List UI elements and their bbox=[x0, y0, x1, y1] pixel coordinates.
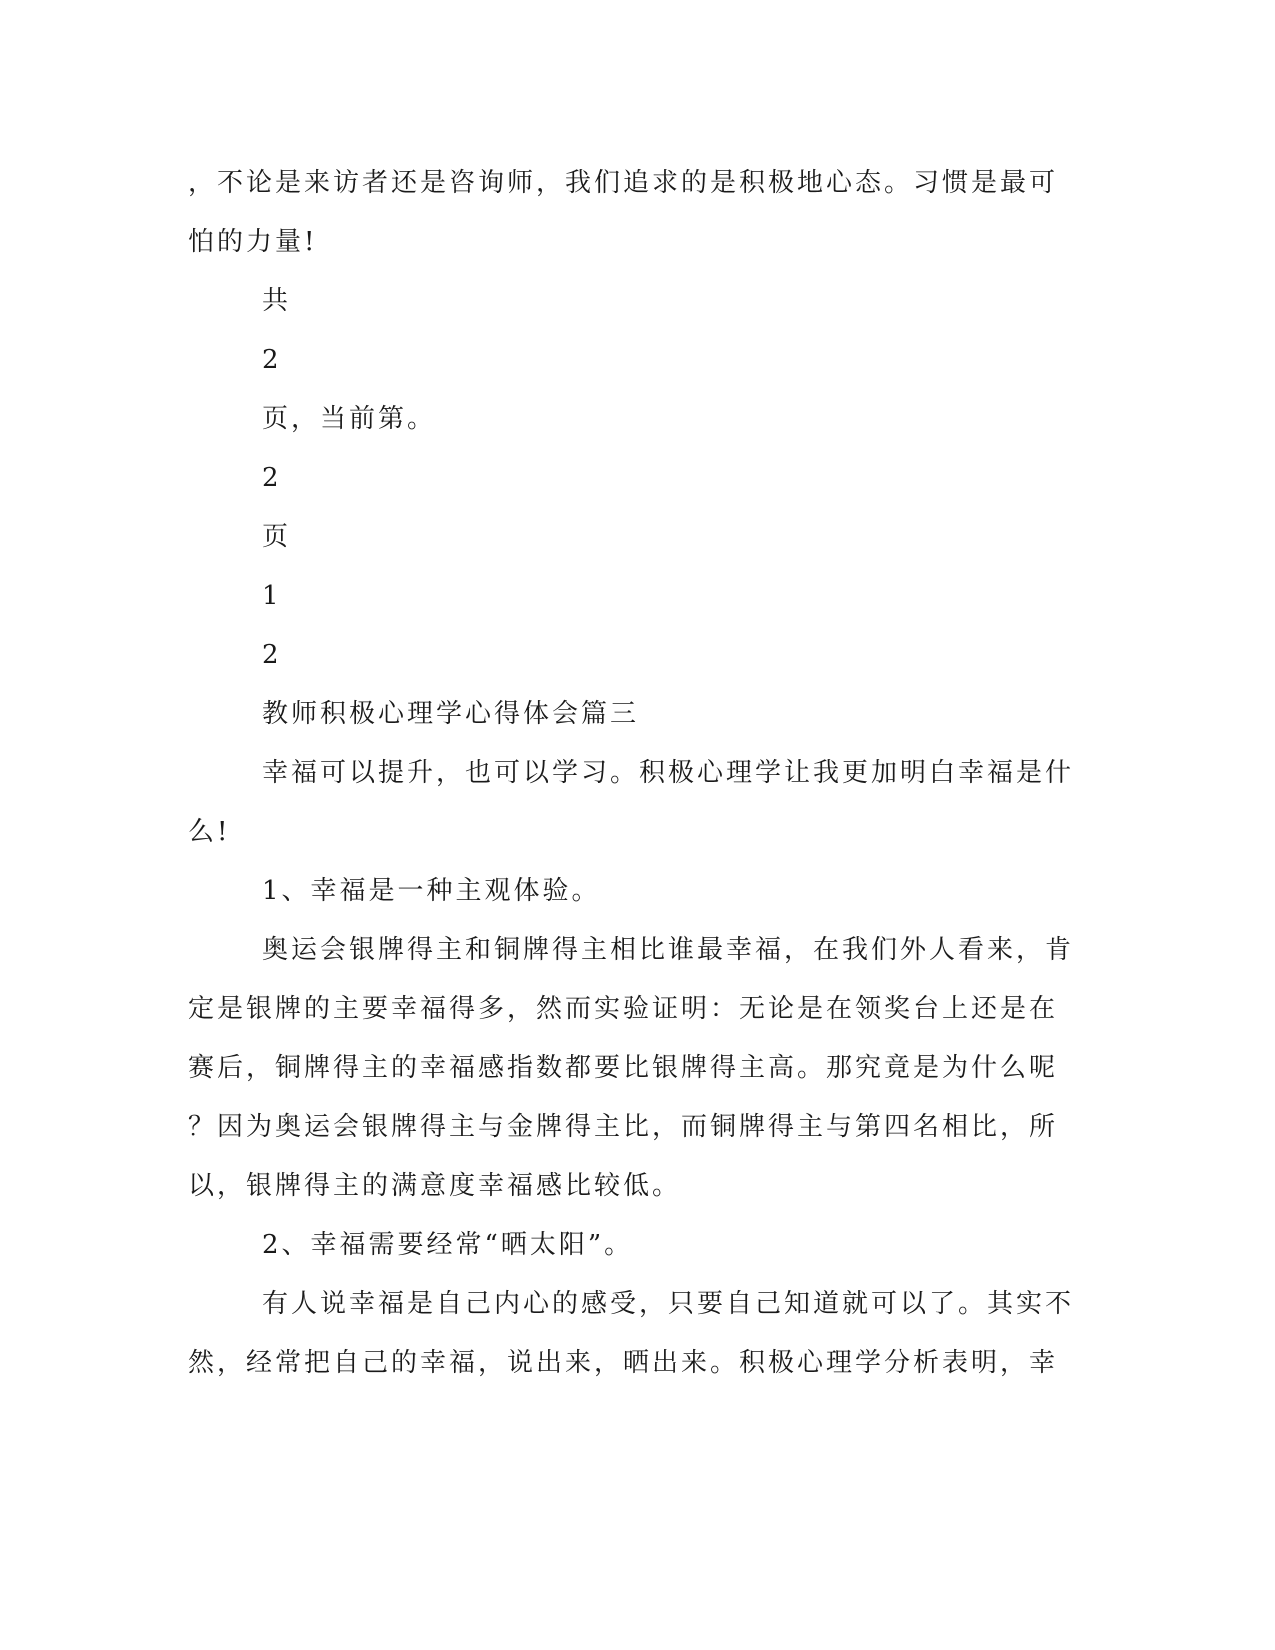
paragraph-line: 有人说幸福是自己内心的感受，只要自己知道就可以了。其实不 bbox=[262, 1289, 1075, 1319]
paragraph-line: 奥运会银牌得主和铜牌得主相比谁最幸福，在我们外人看来，肯 bbox=[262, 935, 1075, 965]
page-count-label: 共 bbox=[262, 286, 292, 316]
page-count-suffix: 页 bbox=[262, 522, 292, 552]
paragraph-line: 定是银牌的主要幸福得多，然而实验证明：无论是在领奖台上还是在 bbox=[188, 994, 1059, 1024]
paragraph-line: 么! bbox=[188, 817, 231, 847]
list-heading: 1、幸福是一种主观体验。 bbox=[262, 876, 601, 906]
section-heading: 教师积极心理学心得体会篇三 bbox=[262, 699, 640, 729]
paragraph-line: 以，银牌得主的满意度幸福感比较低。 bbox=[188, 1171, 682, 1201]
page-count-current-label: 页，当前第。 bbox=[262, 404, 437, 434]
paragraph-line: 然，经常把自己的幸福，说出来，晒出来。积极心理学分析表明，幸 bbox=[188, 1348, 1059, 1378]
paragraph-line: ，不论是来访者还是咨询师，我们追求的是积极地心态。习惯是最可 bbox=[188, 168, 1059, 198]
page-count-total: 2 bbox=[262, 345, 282, 375]
paragraph-line: ？因为奥运会银牌得主与金牌得主比，而铜牌得主与第四名相比，所 bbox=[188, 1112, 1059, 1142]
list-heading: 2、幸福需要经常“晒太阳”。 bbox=[262, 1230, 634, 1260]
page-link-2[interactable]: 2 bbox=[262, 640, 282, 670]
page-count-current: 2 bbox=[262, 463, 282, 493]
paragraph-line: 幸福可以提升，也可以学习。积极心理学让我更加明白幸福是什 bbox=[262, 758, 1075, 788]
page-link-1[interactable]: 1 bbox=[262, 581, 282, 611]
paragraph-line: 怕的力量! bbox=[188, 227, 318, 257]
paragraph-line: 赛后，铜牌得主的幸福感指数都要比银牌得主高。那究竟是为什么呢 bbox=[188, 1053, 1059, 1083]
